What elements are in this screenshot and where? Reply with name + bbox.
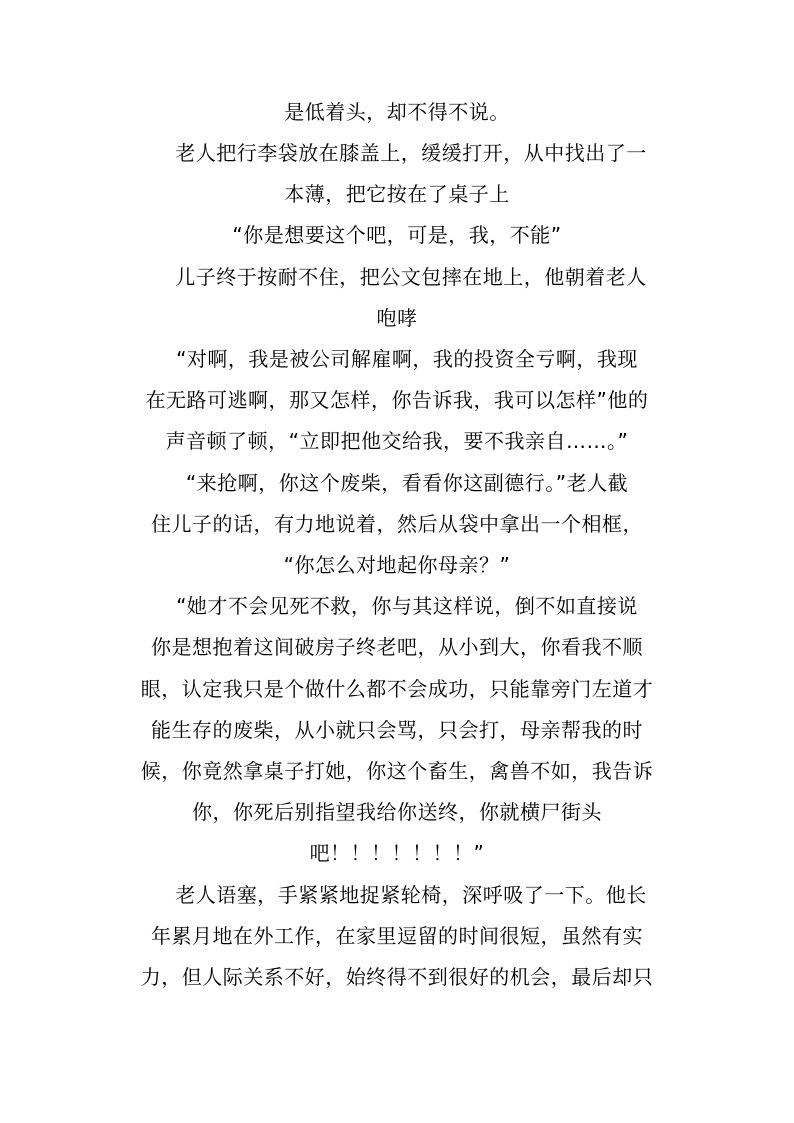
text-line: “对啊，我是被公司解雇啊，我的投资全亏啊，我现 xyxy=(176,347,638,371)
text-line: 候，你竟然拿桌子打她，你这个畜生，禽兽不如，我告诉 xyxy=(140,759,654,783)
text-line: “你怎么对地起你母亲？” xyxy=(283,553,511,577)
text-line: 能生存的废柴，从小就只会骂，只会打，母亲帮我的时 xyxy=(151,718,643,742)
text-line: 本薄，把它按在了桌子上 xyxy=(284,182,510,206)
text-line: 住儿子的话，有力地说着，然后从袋中拿出一个相框， xyxy=(151,512,643,536)
text-line: 咆哮 xyxy=(376,306,418,330)
text-line: 在无路可逃啊，那又怎样，你告诉我，我可以怎样”他的 xyxy=(145,388,649,412)
text-line: “她才不会见死不救，你与其这样说，倒不如直接说 xyxy=(176,594,638,618)
text-line: “来抢啊，你这个废柴，看看你这副德行。”老人截 xyxy=(185,471,629,495)
text-line: 力，但人际关系不好，始终得不到很好的机会，最后却只 xyxy=(140,965,654,989)
text-line: 吧！！！！！！！” xyxy=(309,841,485,865)
text-line: 是低着头，却不得不说。 xyxy=(284,100,510,124)
text-line: 老人把行李袋放在膝盖上，缓缓打开，从中找出了一 xyxy=(175,141,647,165)
text-line: 年累月地在外工作，在家里逗留的时间很短，虽然有实 xyxy=(151,924,643,948)
text-line: 儿子终于按耐不住，把公文包摔在地上，他朝着老人 xyxy=(175,265,647,289)
text-line: 你，你死后别指望我给你送终，你就横尸街头 xyxy=(192,800,602,824)
text-line: 你是想抱着这间破房子终老吧，从小到大，你看我不顺 xyxy=(151,635,643,659)
text-line: 眼，认定我只是个做什么都不会成功，只能靠旁门左道才 xyxy=(140,677,654,701)
text-line: “你是想要这个吧，可是，我，不能” xyxy=(232,223,562,247)
text-line: 老人语塞，手紧紧地捉紧轮椅，深呼吸了一下。他长 xyxy=(175,883,647,907)
text-line: 声音顿了顿，“立即把他交给我，要不我亲自……。” xyxy=(165,429,629,453)
